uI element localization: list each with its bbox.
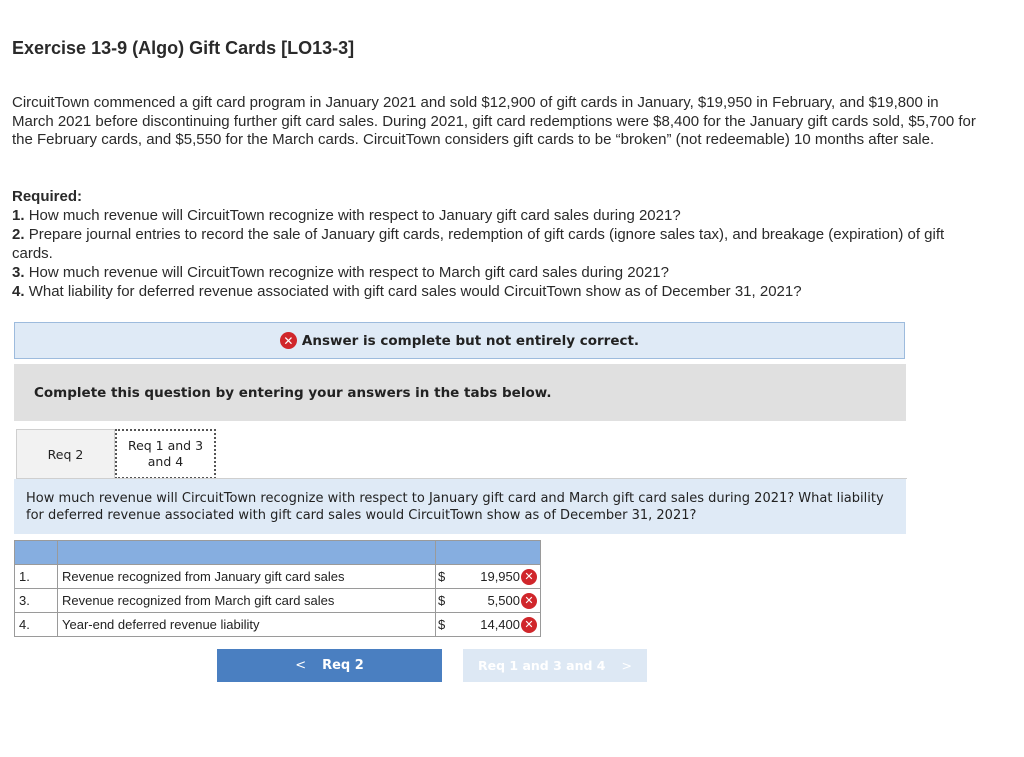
required-item [12,206,972,225]
previous-button-label: Req 2 [322,658,364,673]
required-item-text: How much revenue will CircuitTown recognize with respect to March gift card sales during 2021? [28,264,669,281]
required-item-number: 2. [12,226,25,243]
row-number: 3. [15,589,58,613]
answer-value[interactable]: 19,950 [480,569,520,584]
required-item-number: 3. [12,264,25,281]
row-number: 1. [15,565,58,589]
table-row [15,613,541,637]
chevron-left-icon: < [295,658,307,673]
required-item-text: Prepare journal entries to record the sale of January gift cards, redemption of gift cards (ignore sales tax), and breakage (expiration) of gift cards. [12,226,945,262]
answer-input-cell[interactable] [436,613,541,637]
chevron-right-icon: > [621,658,632,673]
table-header-row [15,541,541,565]
incorrect-icon: ✕ [521,593,537,609]
required-item [12,263,972,282]
row-label: Revenue recognized from March gift card sales [58,589,436,613]
tab-label: Req 1 and 3 and 4 [127,438,204,469]
required-item-number: 4. [12,283,25,300]
next-button-label: Req 1 and 3 and 4 [478,658,606,673]
question-prompt [14,479,906,534]
row-label: Revenue recognized from January gift card sales [58,565,436,589]
header-cell [58,541,436,565]
incorrect-icon: ✕ [521,569,537,585]
answer-value[interactable]: 14,400 [480,617,520,632]
required-item-text: What liability for deferred revenue associated with gift card sales would CircuitTown show as of December 31, 2021? [28,283,802,300]
answer-input-cell[interactable] [436,565,541,589]
header-cell [15,541,58,565]
row-number: 4. [15,613,58,637]
required-item [12,282,972,301]
required-section [12,187,972,301]
table-row [15,565,541,589]
required-item-text: How much revenue will CircuitTown recognize with respect to January gift card sales during 2021? [28,207,681,224]
instruction-bar [14,364,906,421]
header-cell [436,541,541,565]
answer-table [14,540,541,637]
problem-statement: CircuitTown commenced a gift card program in January 2021 and sold $12,900 of gift cards in January, $19,950 in February, and $19,800 in March 2021 before discontinuing further gift card sales. During 2021, gift card redemptions were $8,400 for the January gift cards sold, $5,700 for the February cards, and $5,550 for the March cards. CircuitTown considers gift cards to be “broken” (not redeemable) 10 months after sale. [12,94,976,148]
instruction-text: Complete this question by entering your answers in the tabs below. [34,384,552,401]
question-text: How much revenue will CircuitTown recognize with respect to January gift card and March gift card sales during 2021? What liability for deferred revenue associated with gift card sales would CircuitTown show as of December 31, 2021? [26,491,884,523]
row-label: Year-end deferred revenue liability [58,613,436,637]
table-row [15,589,541,613]
required-heading: Required: [12,188,83,205]
currency-symbol: $ [438,569,446,584]
required-item [12,225,972,263]
answer-input-cell[interactable] [436,589,541,613]
incorrect-icon: ✕ [521,617,537,633]
answer-status-banner [14,322,905,359]
required-item-number: 1. [12,207,25,224]
answer-status-text: Answer is complete but not entirely correct. [301,332,640,349]
tab-label: Req 2 [47,446,84,462]
exercise-title: Exercise 13-9 (Algo) Gift Cards [LO13-3] [12,38,355,58]
next-button[interactable] [463,649,647,682]
incorrect-icon: ✕ [280,332,297,349]
currency-symbol: $ [438,593,446,608]
answer-value[interactable]: 5,500 [487,593,520,608]
currency-symbol: $ [438,617,446,632]
tab-req-2[interactable] [16,429,115,479]
previous-button[interactable] [217,649,442,682]
tab-req-1-3-4[interactable] [115,429,216,479]
